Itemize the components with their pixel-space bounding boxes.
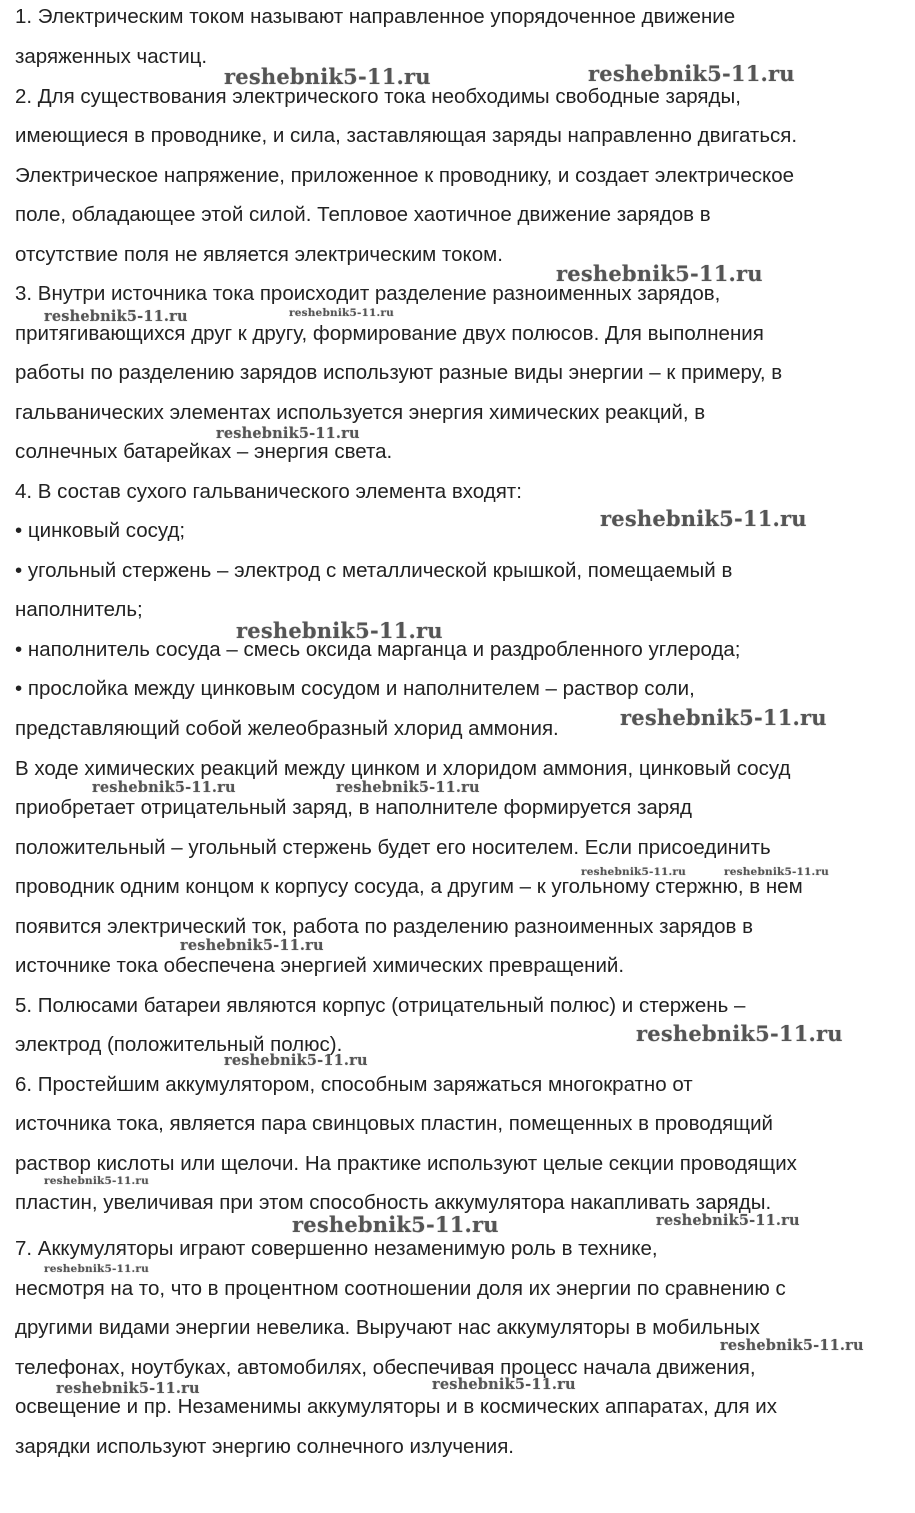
text-line: имеющиеся в проводнике, и сила, заставляющая заряды направленно двигаться. <box>15 124 798 147</box>
text-line: 2. Для существования электрического тока необходимы свободные заряды, <box>15 85 741 108</box>
text-line: солнечных батарейках – энергия света. <box>15 440 393 463</box>
watermark: reshebnik5-11.ru <box>224 1052 368 1069</box>
watermark: reshebnik5-11.ru <box>636 1021 843 1046</box>
watermark: reshebnik5-11.ru <box>236 618 443 643</box>
watermark: reshebnik5-11.ru <box>432 1376 576 1393</box>
watermark: reshebnik5-11.ru <box>224 64 431 89</box>
text-line: • угольный стержень – электрод с металлической крышкой, помещаемый в <box>15 559 733 582</box>
watermark: reshebnik5-11.ru <box>588 61 795 86</box>
text-line: положительный – угольный стержень будет его носителем. Если присоединить <box>15 836 771 859</box>
text-line: телефонах, ноутбуках, автомобилях, обеспечивая процесс начала движения, <box>15 1356 756 1379</box>
watermark: reshebnik5-11.ru <box>720 1337 864 1354</box>
text-line: приобретает отрицательный заряд, в наполнителе формируется заряд <box>15 796 693 819</box>
watermark: reshebnik5-11.ru <box>216 425 360 442</box>
watermark: reshebnik5-11.ru <box>656 1212 800 1229</box>
watermark: reshebnik5-11.ru <box>289 307 394 319</box>
watermark: reshebnik5-11.ru <box>292 1212 499 1237</box>
text-line: В ходе химических реакций между цинком и хлоридом аммония, цинковый сосуд <box>15 757 791 780</box>
text-line: притягивающихся друг к другу, формирование двух полюсов. Для выполнения <box>15 322 764 345</box>
watermark: reshebnik5-11.ru <box>336 779 480 796</box>
text-line: другими видами энергии невелика. Выручают нас аккумуляторы в мобильных <box>15 1316 760 1339</box>
text-line: источника тока, является пара свинцовых пластин, помещенных в проводящий <box>15 1112 774 1135</box>
watermark: reshebnik5-11.ru <box>44 1263 149 1275</box>
text-line: электрод (положительный полюс). <box>15 1033 343 1056</box>
text-line: зарядки используют энергию солнечного излучения. <box>15 1435 514 1458</box>
text-line: • прослойка между цинковым сосудом и наполнителем – раствор соли, <box>15 677 695 700</box>
watermark: reshebnik5-11.ru <box>180 937 324 954</box>
text-line: проводник одним концом к корпусу сосуда, а другим – к угольному стержню, в нем <box>15 875 803 898</box>
text-line: 5. Полюсами батареи являются корпус (отрицательный полюс) и стержень – <box>15 994 746 1017</box>
text-line: • наполнитель сосуда – смесь оксида марганца и раздробленного углерода; <box>15 638 741 661</box>
watermark: reshebnik5-11.ru <box>620 705 827 730</box>
watermark: reshebnik5-11.ru <box>44 1175 149 1187</box>
text-line: работы по разделению зарядов используют разные виды энергии – к примеру, в <box>15 361 783 384</box>
text-line: представляющий собой желеобразный хлорид аммония. <box>15 717 559 740</box>
watermark: reshebnik5-11.ru <box>600 506 807 531</box>
text-line: • цинковый сосуд; <box>15 519 186 542</box>
text-line: 4. В состав сухого гальванического элемента входят: <box>15 480 522 503</box>
watermark: reshebnik5-11.ru <box>92 779 236 796</box>
text-line: освещение и пр. Незаменимы аккумуляторы и в космических аппаратах, для их <box>15 1395 777 1418</box>
text-line: несмотря на то, что в процентном соотношении доля их энергии по сравнению с <box>15 1277 786 1300</box>
watermark: reshebnik5-11.ru <box>44 308 188 325</box>
text-line: наполнитель; <box>15 598 143 621</box>
text-line: отсутствие поля не является электрическим током. <box>15 243 503 266</box>
text-line: 1. Электрическим током называют направленное упорядоченное движение <box>15 5 736 28</box>
text-line: 3. Внутри источника тока происходит разделение разноименных зарядов, <box>15 282 721 305</box>
text-line: 6. Простейшим аккумулятором, способным заряжаться многократно от <box>15 1073 693 1096</box>
text-line: Электрическое напряжение, приложенное к проводнику, и создает электрическое <box>15 164 794 187</box>
text-line: гальванических элементах используется энергия химических реакций, в <box>15 401 706 424</box>
text-line: заряженных частиц. <box>15 45 208 68</box>
text-line: 7. Аккумуляторы играют совершенно незаменимую роль в технике, <box>15 1237 658 1260</box>
text-line: источнике тока обеспечена энергией химических превращений. <box>15 954 625 977</box>
text-line: поле, обладающее этой силой. Тепловое хаотичное движение зарядов в <box>15 203 711 226</box>
text-line: пластин, увеличивая при этом способность аккумулятора накапливать заряды. <box>15 1191 772 1214</box>
watermark: reshebnik5-11.ru <box>56 1380 200 1397</box>
text-line: появится электрический ток, работа по разделению разноименных зарядов в <box>15 915 754 938</box>
watermark: reshebnik5-11.ru <box>556 261 763 286</box>
text-line: раствор кислоты или щелочи. На практике используют целые секции проводящих <box>15 1152 797 1175</box>
watermark: reshebnik5-11.ru <box>724 866 829 878</box>
watermark: reshebnik5-11.ru <box>581 866 686 878</box>
